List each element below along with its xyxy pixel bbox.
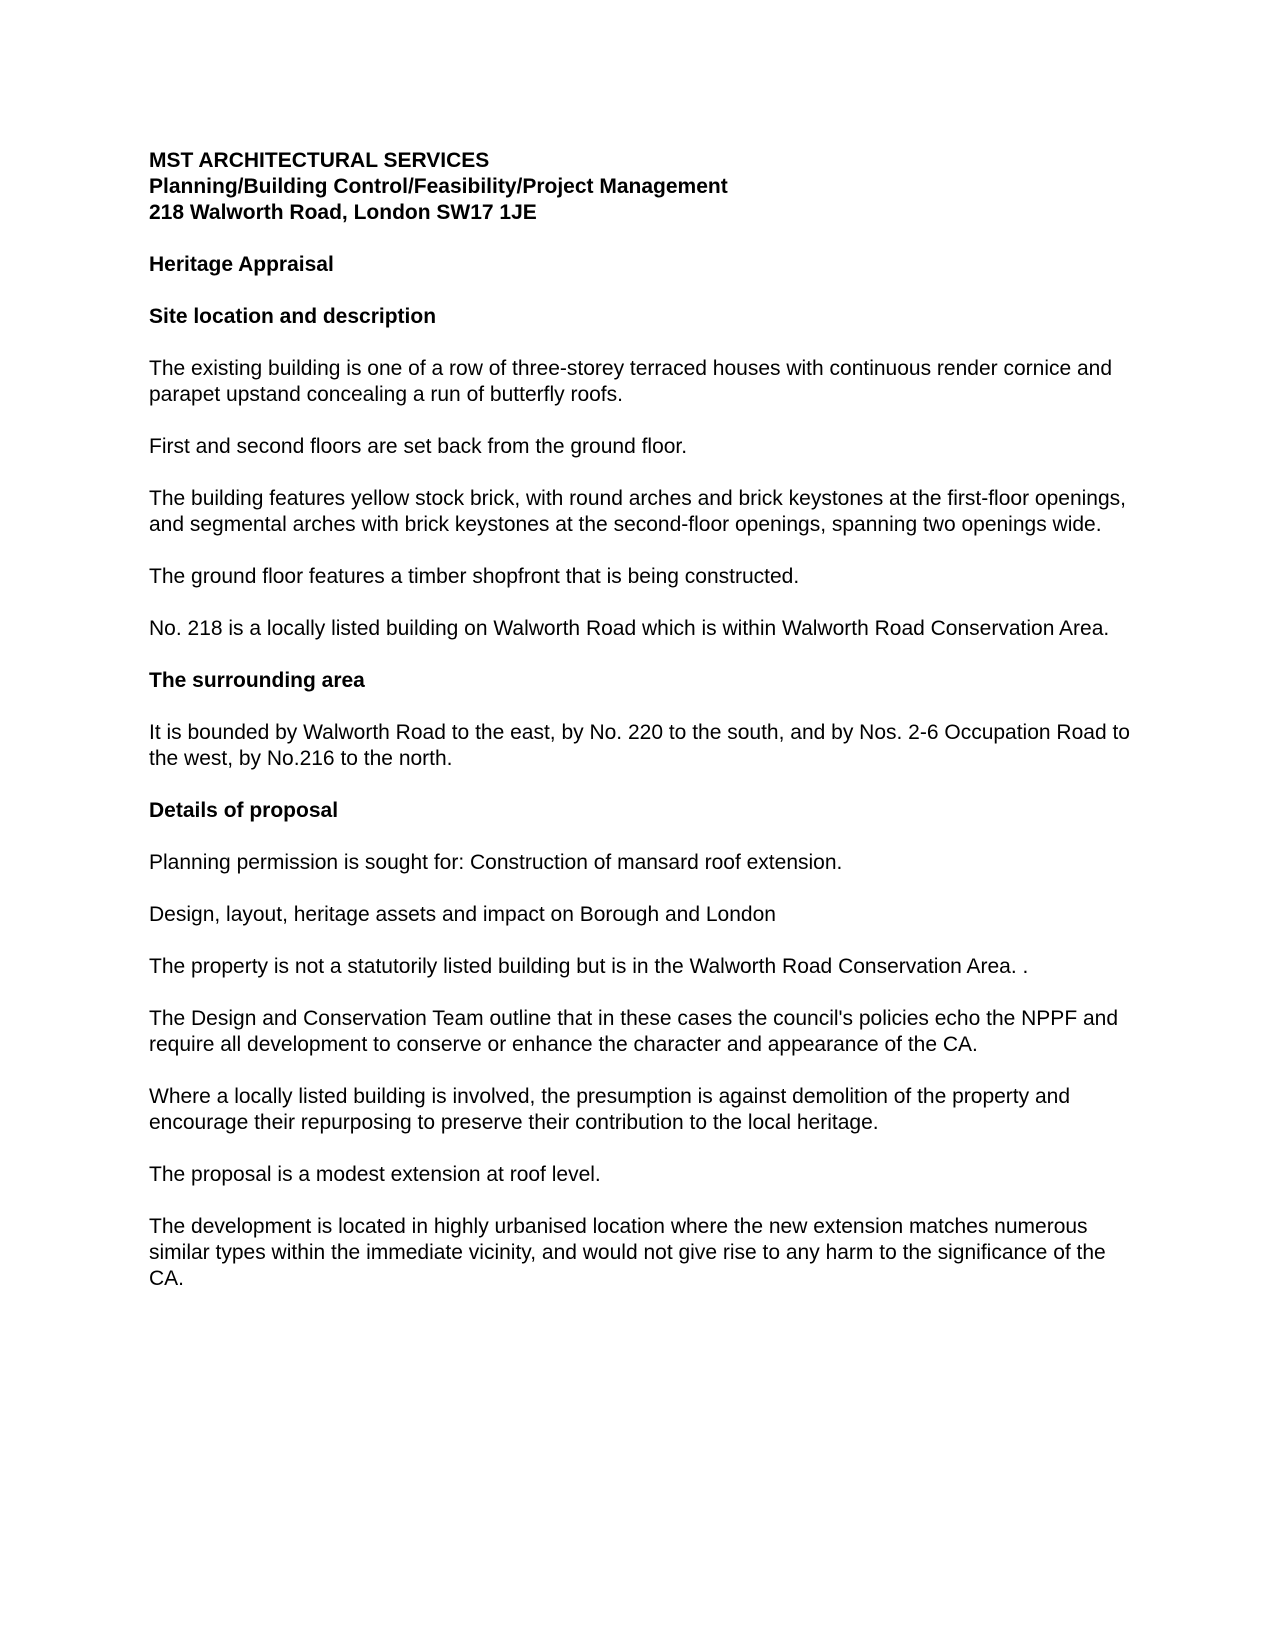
paragraph: The property is not a statutorily listed building but is in the Walworth Road Conservation Area. . [149,955,1029,978]
section-heading-surrounding: The surrounding area [149,669,365,692]
paragraph: It is bounded by Walworth Road to the east, by No. 220 to the south, and by Nos. 2-6 Occupation Road to the west, by No.216 to the north. [149,721,1130,770]
company-name: MST ARCHITECTURAL SERVICES [149,149,490,172]
paragraph: Where a locally listed building is involved, the presumption is against demolition of the property and encourage their repurposing to preserve their contribution to the local heritage. [149,1085,1071,1134]
paragraph: The existing building is one of a row of three-storey terraced houses with continuous render cornice and parapet upstand concealing a run of butterfly roofs. [149,357,1113,406]
paragraph: The building features yellow stock brick, with round arches and brick keystones at the first-floor openings, and segmental arches with brick keystones at the second-floor openings, spanning two openings wide. [149,487,1126,536]
company-services: Planning/Building Control/Feasibility/Project Management [149,175,728,198]
paragraph: The Design and Conservation Team outline that in these cases the council's policies echo the NPPF and require all development to conserve or enhance the character and appearance of the CA. [149,1007,1119,1056]
section-heading-proposal: Details of proposal [149,799,339,822]
paragraph: No. 218 is a locally listed building on Walworth Road which is within Walworth Road Conservation Area. [149,617,1110,640]
document-title: Heritage Appraisal [149,253,334,276]
document-page [149,148,1134,1292]
section-heading-site: Site location and description [149,305,437,328]
paragraph: Design, layout, heritage assets and impact on Borough and London [149,903,776,926]
paragraph: The ground floor features a timber shopfront that is being constructed. [149,565,800,588]
paragraph: The development is located in highly urbanised location where the new extension matches numerous similar types within the immediate vicinity, and would not give rise to any harm to the significance of the CA. [149,1215,1106,1290]
paragraph: Planning permission is sought for: Construction of mansard roof extension. [149,851,843,874]
paragraph: The proposal is a modest extension at roof level. [149,1163,601,1186]
paragraph: First and second floors are set back from the ground floor. [149,435,688,458]
company-address: 218 Walworth Road, London SW17 1JE [149,201,537,224]
